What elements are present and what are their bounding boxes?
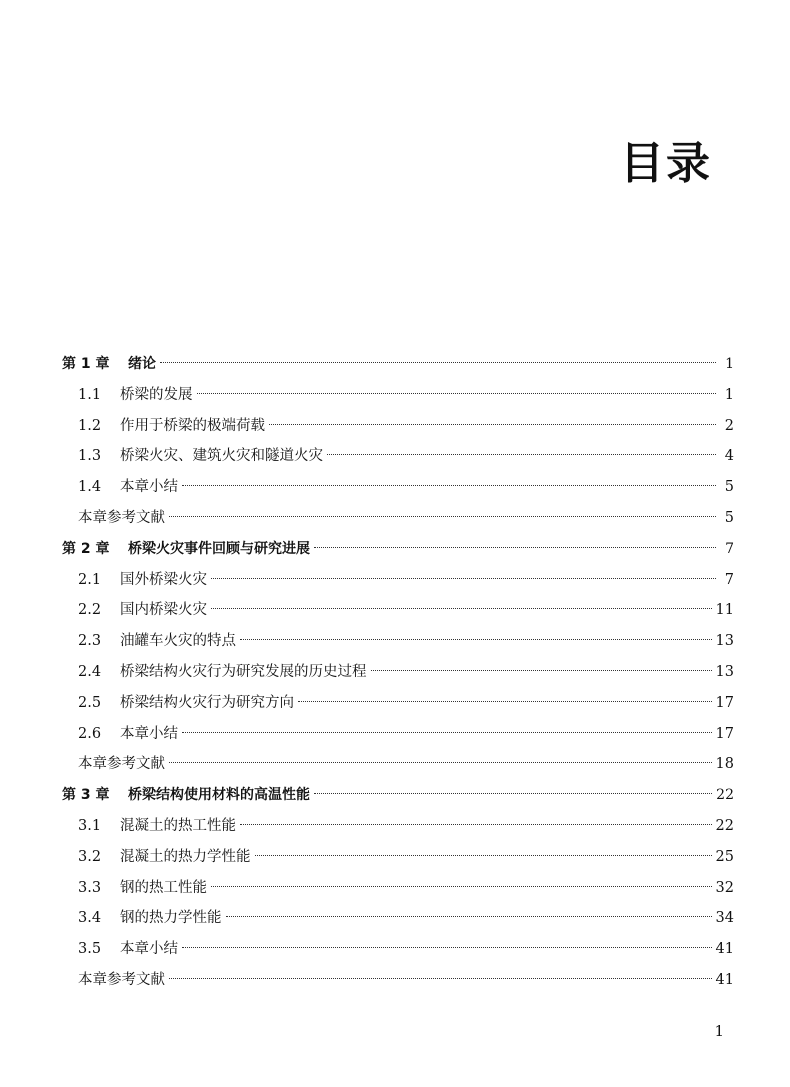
entry-number: 3.1 <box>78 817 102 834</box>
entry-label: 桥梁结构使用材料的高温性能 <box>128 787 310 804</box>
dot-leader <box>226 916 712 917</box>
dot-leader <box>169 516 716 517</box>
entry-page: 4 <box>724 448 734 465</box>
toc-section-2-3[interactable] <box>62 626 734 657</box>
toc-section-3-3[interactable] <box>62 873 734 904</box>
entry-label: 本章参考文献 <box>78 509 165 526</box>
entry-page: 2 <box>724 417 734 434</box>
dot-leader <box>314 547 716 548</box>
entry-label: 本章小结 <box>120 725 178 742</box>
dot-leader <box>182 947 712 948</box>
entry-number: 2.2 <box>78 602 102 619</box>
entry-label: 钢的热力学性能 <box>120 910 222 927</box>
dot-leader <box>160 362 716 363</box>
entry-page: 41 <box>715 941 734 958</box>
entry-page: 1 <box>724 386 734 403</box>
toc-section-2-2[interactable] <box>62 595 734 626</box>
entry-label: 本章参考文献 <box>78 756 165 773</box>
toc-references-ch1[interactable] <box>62 503 734 534</box>
toc-section-1-1[interactable] <box>62 380 734 411</box>
entry-page: 22 <box>715 817 734 834</box>
dot-leader <box>211 608 712 609</box>
entry-label: 本章小结 <box>120 941 178 958</box>
entry-page: 22 <box>716 787 734 804</box>
entry-label: 桥梁的发展 <box>120 386 193 403</box>
entry-page: 7 <box>725 540 734 557</box>
toc-section-1-2[interactable] <box>62 411 734 442</box>
entry-number: 3.5 <box>78 941 102 958</box>
dot-leader <box>240 824 712 825</box>
entry-number: 3.2 <box>78 848 102 865</box>
page-title: 目录 <box>620 138 712 189</box>
entry-number: 2.3 <box>78 633 102 650</box>
entry-label: 国外桥梁火灾 <box>120 571 207 588</box>
entry-label: 国内桥梁火灾 <box>120 602 207 619</box>
entry-number: 3.3 <box>78 879 102 896</box>
entry-number: 第 3 章 <box>62 787 110 804</box>
entry-number: 2.6 <box>78 725 102 742</box>
entry-number: 第 2 章 <box>62 540 110 557</box>
entry-label: 桥梁火灾事件回顾与研究进展 <box>128 540 310 557</box>
entry-label: 本章小结 <box>120 479 178 496</box>
dot-leader <box>298 701 712 702</box>
page-number: 1 <box>714 1022 724 1040</box>
entry-number: 第 1 章 <box>62 356 110 372</box>
entry-label: 绪论 <box>128 356 156 372</box>
dot-leader <box>169 762 712 763</box>
dot-leader <box>269 424 716 425</box>
toc-references-ch3[interactable] <box>62 965 734 996</box>
toc-section-3-2[interactable] <box>62 842 734 873</box>
dot-leader <box>169 978 712 979</box>
entry-page: 17 <box>715 694 734 711</box>
entry-label: 混凝土的热工性能 <box>120 817 236 834</box>
entry-label: 油罐车火灾的特点 <box>120 633 236 650</box>
entry-page: 5 <box>724 509 734 526</box>
toc-section-3-4[interactable] <box>62 903 734 934</box>
entry-page: 13 <box>715 633 734 650</box>
entry-page: 18 <box>715 756 734 773</box>
toc-references-ch2[interactable] <box>62 749 734 780</box>
entry-label: 钢的热工性能 <box>120 879 207 896</box>
entry-page: 17 <box>715 725 734 742</box>
dot-leader <box>371 670 712 671</box>
toc-section-3-5[interactable] <box>62 934 734 965</box>
dot-leader <box>314 793 712 794</box>
entry-page: 41 <box>715 971 734 988</box>
entry-label: 混凝土的热力学性能 <box>120 848 251 865</box>
toc-section-2-6[interactable] <box>62 719 734 750</box>
dot-leader <box>197 393 717 394</box>
dot-leader <box>327 454 716 455</box>
entry-number: 1.2 <box>78 417 102 434</box>
entry-label: 桥梁结构火灾行为研究方向 <box>120 694 294 711</box>
entry-page: 34 <box>715 910 734 927</box>
toc-chapter-2[interactable] <box>62 534 734 565</box>
entry-page: 1 <box>725 356 734 372</box>
entry-label: 本章参考文献 <box>78 971 165 988</box>
toc-chapter-3[interactable] <box>62 780 734 811</box>
entry-label: 作用于桥梁的极端荷载 <box>120 417 265 434</box>
toc-section-2-5[interactable] <box>62 688 734 719</box>
toc-section-1-3[interactable] <box>62 441 734 472</box>
toc-section-3-1[interactable] <box>62 811 734 842</box>
entry-number: 1.1 <box>78 386 102 403</box>
dot-leader <box>211 578 716 579</box>
entry-number: 2.4 <box>78 663 102 680</box>
entry-page: 32 <box>715 879 734 896</box>
toc-section-2-4[interactable] <box>62 657 734 688</box>
dot-leader <box>182 485 716 486</box>
entry-label: 桥梁结构火灾行为研究发展的历史过程 <box>120 663 367 680</box>
entry-label: 桥梁火灾、建筑火灾和隧道火灾 <box>120 448 323 465</box>
toc-chapter-1[interactable] <box>62 349 734 380</box>
entry-page: 7 <box>724 571 734 588</box>
dot-leader <box>240 639 712 640</box>
entry-page: 11 <box>715 602 734 619</box>
toc-section-2-1[interactable] <box>62 565 734 596</box>
entry-number: 1.4 <box>78 479 102 496</box>
entry-number: 2.1 <box>78 571 102 588</box>
entry-page: 13 <box>715 663 734 680</box>
entry-page: 25 <box>715 848 734 865</box>
dot-leader <box>211 886 712 887</box>
entry-number: 2.5 <box>78 694 102 711</box>
entry-number: 3.4 <box>78 910 102 927</box>
entry-number: 1.3 <box>78 448 102 465</box>
entry-page: 5 <box>724 479 734 496</box>
toc-section-1-4[interactable] <box>62 472 734 503</box>
table-of-contents <box>62 349 734 996</box>
dot-leader <box>182 732 712 733</box>
dot-leader <box>255 855 712 856</box>
